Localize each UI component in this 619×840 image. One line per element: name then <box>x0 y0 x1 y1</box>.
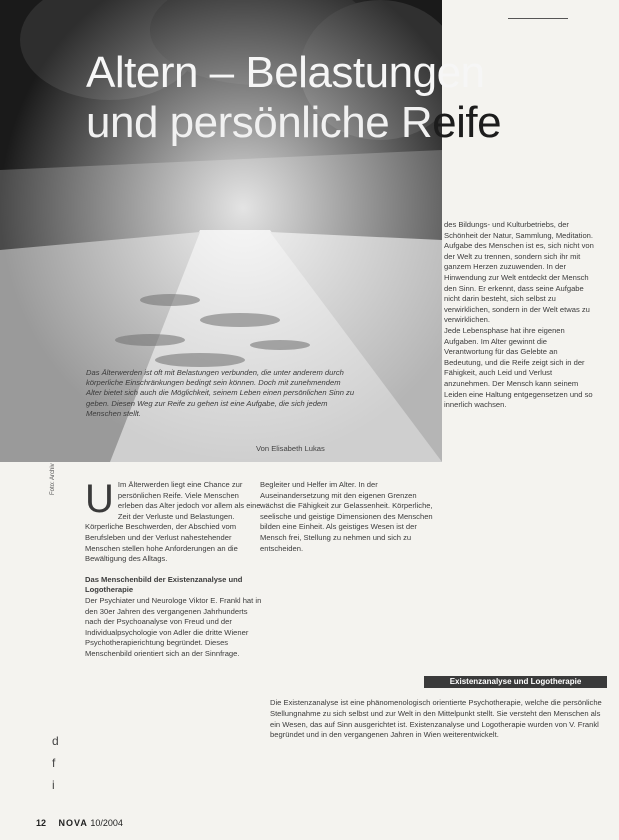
title-line-2-dark: eife <box>432 98 502 147</box>
language-marker-i: i <box>52 778 55 792</box>
info-box-header <box>424 676 607 688</box>
right-col-para-3: Jede Lebensphase hat ihre eigenen Aufgaben. Im Alter gewinnt die Verantwortung für das Gelebte an Bedeutung, und die Reife zeigt sich in der Fähigkeit, auch Leid und Verlust anzunehmen. Der Mensch kann seinem Leiden eine Haltung entgegensetzen und so innerlich wachsen. <box>444 325 593 410</box>
language-markers <box>52 730 59 796</box>
left-col-body: Der Psychiater und Neurologe Viktor E. Frankl hat in den 30er Jahren des vergangenen Jahrhunderts nach der Psychoanalyse von Freud und der Individualpsychologie von Adler die dritte Wiener Psychotherapierichtung begründet. Dieses Menschenbild orientiert sich an der Sinnfrage. <box>85 595 262 658</box>
left-column <box>85 477 265 660</box>
page-number: 12 <box>36 818 47 828</box>
right-col-para-2: Aufgabe des Menschen ist es, sich nicht von der Welt zu trennen, sondern sich ihr mit ganzem Herzen zuzuwenden. In der Hinwendung zur Welt entdeckt der Mensch den Sinn. Er erkennt, dass seine Aufgabe nicht darin besteht, sich selbst zu verwirklichen, sondern in der Welt etwas zu verwirklichen. <box>444 241 594 325</box>
right-column <box>444 220 594 411</box>
language-marker-f: f <box>52 756 56 770</box>
title-line-1: Altern – Belastungen <box>86 48 485 97</box>
title-line-2-light: und persönliche R <box>86 98 433 147</box>
issue-number: 10/2004 <box>90 818 123 828</box>
magazine-name: NOVA <box>58 818 88 828</box>
article-title <box>86 48 501 148</box>
section-subheading: Das Menschenbild der Existenzanalyse und Logotherapie <box>85 574 243 595</box>
photo-credit: Foto: Archiv <box>50 463 56 495</box>
middle-column <box>260 480 440 554</box>
info-box-title: Existenzanalyse und Logotherapie <box>449 677 582 686</box>
author-credit: Von Elisabeth Lukas <box>256 444 325 453</box>
language-marker-d: d <box>52 734 59 748</box>
info-box-text: Die Existenzanalyse ist eine phänomenologisch orientierte Psychotherapie, welche die persönliche Stellungnahme zu sich selbst und zur Welt in den Mittelpunkt stellt. Sie versteht den Menschen als ein Wesen, das auf Sinn ausgerichtet ist. Existenzanalyse und Logotherapie wurden von V. Frankl begründet und in den vergangenen Jahren in Wien weiterentwickelt. <box>270 698 602 740</box>
page-footer <box>36 818 123 828</box>
mid-col-text: Begleiter und Helfer im Alter. In der Auseinandersetzung mit den eigenen Grenzen wächst die Fähigkeit zur Gelassenheit. Körperliche, seelische und geistige Dimensionen des Menschen bilden eine Einheit. Als geistiges Wesen ist der Mensch frei, Stellung zu nehmen und sich zu entscheiden. <box>260 480 433 553</box>
right-col-para-1: des Bildungs- und Kulturbetriebs, der Schönheit der Natur, Sammlung, Meditation. <box>444 220 594 240</box>
intro-text: Im Älterwerden liegt eine Chance zur persönlichen Reife. Viele Menschen erleben das Alter jedoch vor allem als eine Zeit der Verluste und Belastungen. Körperliche Beschwerden, der Abschied vom Berufsleben und der Verlust nahestehender Menschen stellen hohe Anforderungen an die Bewältigung des Alltags. <box>85 480 261 564</box>
drop-cap: U <box>85 477 114 521</box>
header-rule <box>508 18 568 19</box>
photo-caption: Das Älterwerden ist oft mit Belastungen verbunden, die unter anderem durch körperliche Einschränkungen bedingt sein können. Doch mit zunehmendem Alter bietet sich auch die Möglichkeit, seinem Leben einen persönlichen Sinn zu geben. Diesen Weg zur Reife zu gehen ist eine Aufgabe, die sich jedem Menschen stellt. <box>86 368 355 418</box>
